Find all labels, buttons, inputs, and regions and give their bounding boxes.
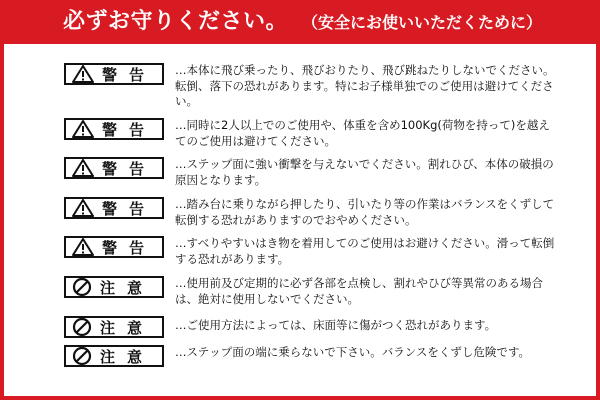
- notice-text: …踏み台に乗りながら押したり、引いたり等の作業はバランスをくずして転倒する恐れがありますのでおやめください。: [175, 197, 555, 227]
- warning-badge: [64, 197, 164, 219]
- caution-badge: [64, 276, 164, 298]
- warning-triangle-icon: [72, 159, 94, 177]
- caution-label: 注意: [100, 318, 155, 337]
- caution-badge: [64, 345, 164, 367]
- warning-triangle-icon: [72, 238, 94, 256]
- warning-label: 警告: [102, 238, 157, 257]
- warning-triangle-icon: [72, 120, 94, 138]
- caution-badge: [64, 316, 164, 338]
- warning-badge: [64, 118, 164, 140]
- notice-text: …使用前及び定期的に必ず各部を点検し、割れやひび等異常のある場合は、絶対に使用しないでください。: [175, 276, 543, 306]
- warning-label: 警告: [102, 199, 157, 218]
- warning-label: 警告: [102, 120, 157, 139]
- warning-badge: [64, 63, 164, 85]
- notice-text: …ご使用方法によっては、床面等に傷がつく恐れがあります。: [175, 318, 497, 332]
- notice-text: …ステップ面に強い衝撃を与えないでください。割れひび、本体の破損の原因となります。: [175, 157, 554, 187]
- caution-label: 注意: [100, 347, 155, 366]
- warning-label: 警告: [102, 159, 157, 178]
- notice-text: …本体に飛び乗ったり、飛びおりたり、飛び跳ねたりしないでください。転倒、落下の恐れがあります。特にお子様単独でのご使用は避けてください。: [175, 63, 555, 108]
- header-subtitle: （安全にお使いいただくために）: [302, 13, 543, 32]
- warning-badge: [64, 236, 164, 258]
- notice-text: …ステップ面の端に乗らないで下さい。バランスをくずし危険です。: [175, 345, 531, 359]
- notice-text: …同時に2人以上でのご使用や、体重を含め100Kg(荷物を持って)を越えてのご使用は避けてください。: [175, 118, 550, 148]
- prohibition-icon: [72, 277, 92, 297]
- header-banner: [0, 0, 600, 44]
- prohibition-icon: [72, 346, 92, 366]
- warning-triangle-icon: [72, 65, 94, 83]
- warning-badge: [64, 157, 164, 179]
- prohibition-icon: [72, 317, 92, 337]
- header-title: 必ずお守りください。: [63, 9, 289, 34]
- warning-triangle-icon: [72, 199, 94, 217]
- notice-text: …すべりやすいはき物を着用してのご使用はお避けください。滑って転倒する恐れがあります。: [175, 236, 555, 266]
- caution-label: 注意: [100, 278, 155, 297]
- warning-label: 警告: [102, 65, 157, 84]
